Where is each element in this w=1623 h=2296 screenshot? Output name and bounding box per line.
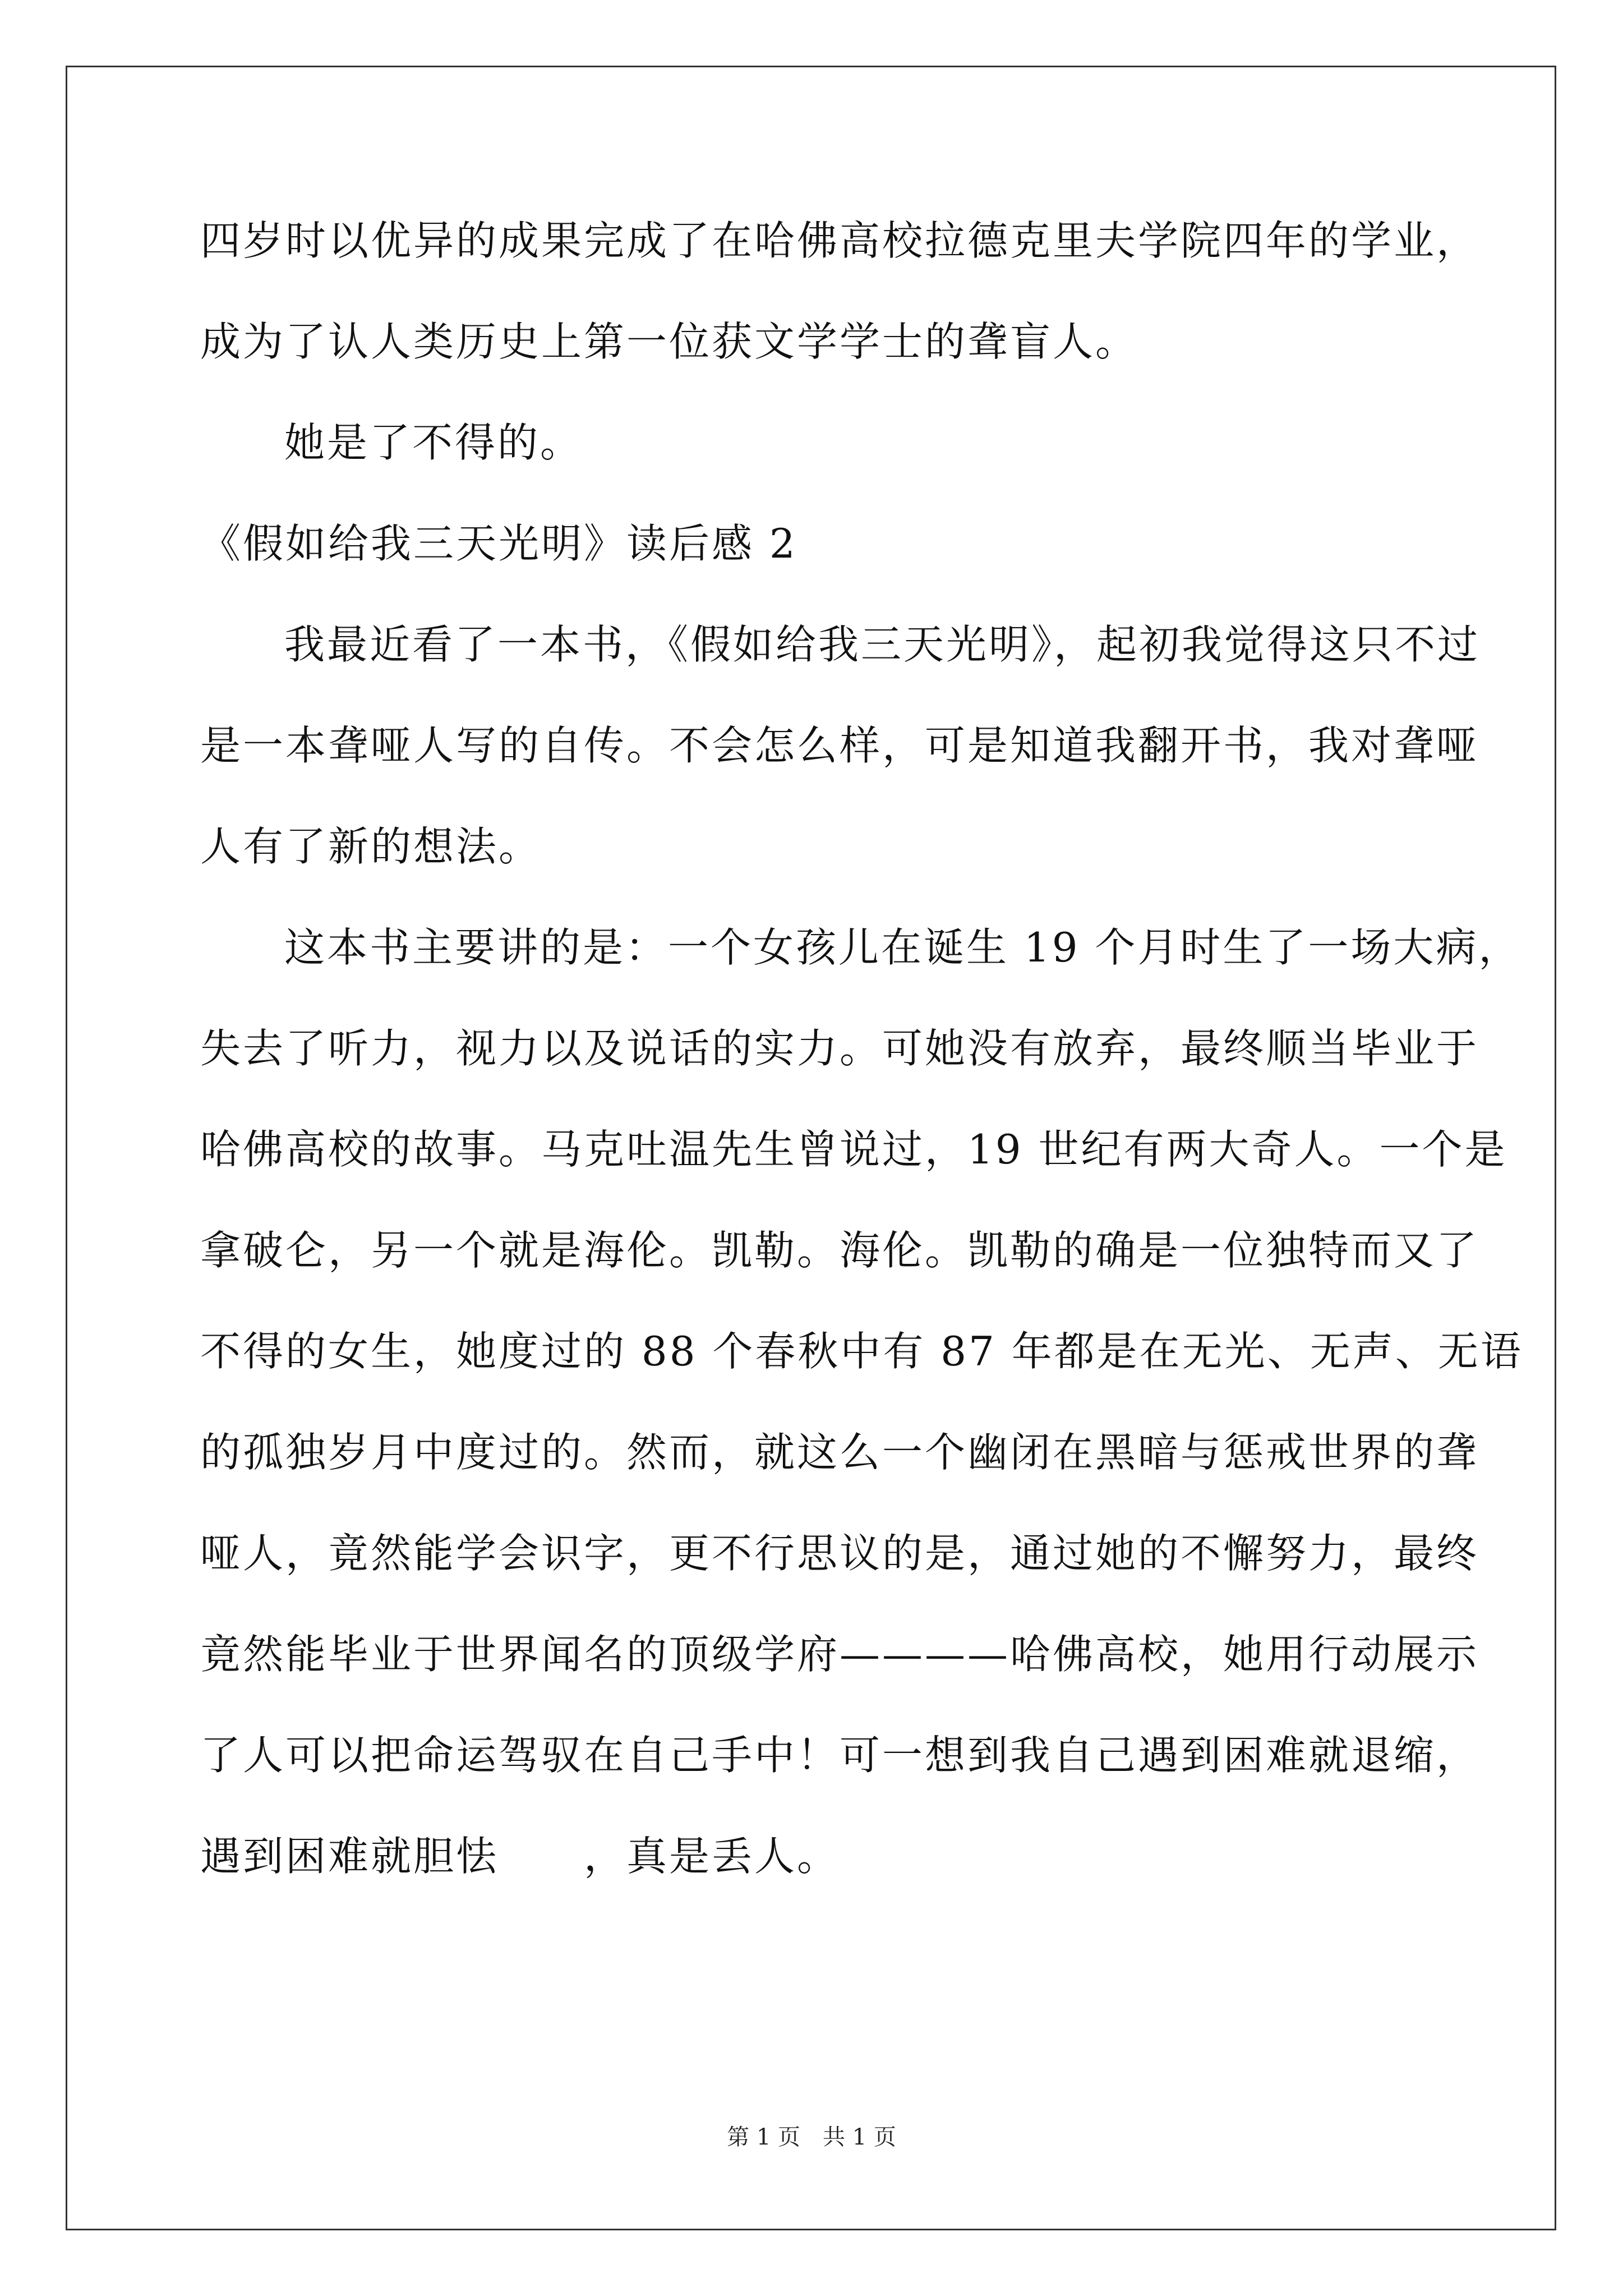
body-line: 竟然能毕业于世界闻名的顶级学府————哈佛高校，她用行动展示 xyxy=(200,1631,1479,1678)
body-line: 了人可以把命运驾驭在自己手中！可一想到我自己遇到困难就退缩， xyxy=(200,1732,1479,1779)
body-line: 不得的女生，她度过的 88 个春秋中有 87 年都是在无光、无声、无语 xyxy=(200,1328,1523,1375)
body-line: 失去了听力，视力以及说话的实力。可她没有放弃，最终顺当毕业于 xyxy=(200,1025,1479,1072)
page-footer: 第 1 页 共 1 页 xyxy=(727,2124,896,2150)
section-heading: 《假如给我三天光明》读后感 2 xyxy=(200,520,797,567)
body-line: 遇到困难就胆怯 ，真是丢人。 xyxy=(200,1833,840,1880)
body-line: 人有了新的想法。 xyxy=(200,823,542,870)
body-line: 成为了认人类历史上第一位获文学学士的聋盲人。 xyxy=(200,318,1138,365)
paragraph-line: 我最近看了一本书，《假如给我三天光明》，起初我觉得这只不过 xyxy=(284,621,1481,668)
body-line: 是一本聋哑人写的自传。不会怎么样，可是知道我翻开书，我对聋哑 xyxy=(200,722,1479,769)
paragraph-line: 这本书主要讲的是：一个女孩儿在诞生 19 个月时生了一场大病， xyxy=(284,924,1521,971)
body-line: 哑人，竟然能学会识字，更不行思议的是，通过她的不懈努力，最终 xyxy=(200,1530,1479,1577)
body-line: 的孤独岁月中度过的。然而，就这么一个幽闭在黑暗与惩戒世界的聋 xyxy=(200,1429,1479,1476)
body-line: 拿破仑，另一个就是海伦。凯勒。海伦。凯勒的确是一位独特而又了 xyxy=(200,1227,1479,1274)
paragraph-line: 她是了不得的。 xyxy=(284,419,583,466)
body-line: 哈佛高校的故事。马克吐温先生曾说过，19 世纪有两大奇人。一个是 xyxy=(200,1126,1507,1173)
body-line: 四岁时以优异的成果完成了在哈佛高校拉德克里夫学院四年的学业， xyxy=(200,217,1479,264)
